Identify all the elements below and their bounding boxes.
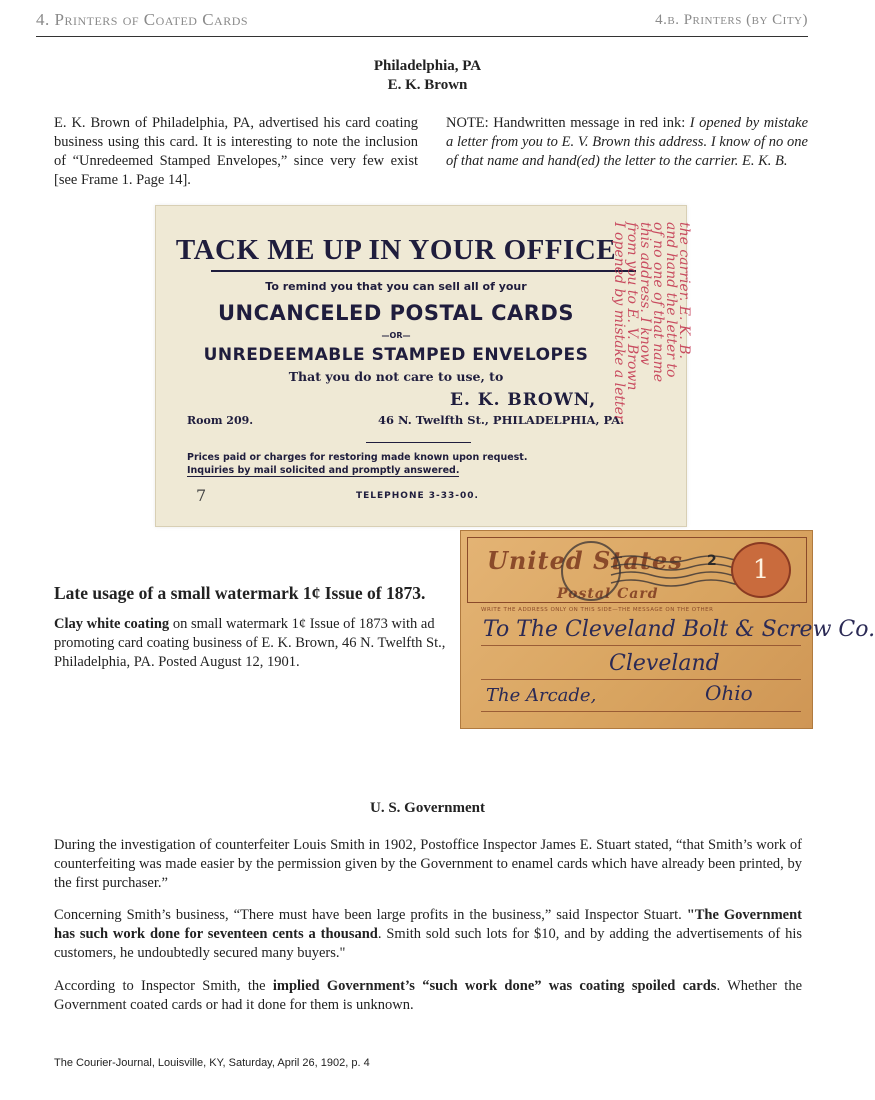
advertising-card-image [155,205,692,527]
red-ink-line: this address. I know [637,222,653,366]
address-rule [481,679,801,680]
united-states-text: United States [487,546,683,575]
address-rule [481,645,801,646]
government-paragraph-3 [54,977,802,1015]
red-ink-line: I opened by mistake a letter [611,222,627,422]
ad-inquiries-line: Inquiries by mail solicited and promptly answered. [187,465,460,476]
usage-heading: Late usage of a small watermark 1¢ Issue of 1873. [54,583,426,603]
address-state: Ohio [705,681,753,705]
usage-description [54,615,452,672]
p2-text-b: . Smith sold such lots for $10, and by adding the advertisements of his customers, he undoubtedly secured many buyers." [54,926,802,961]
red-ink-line: and hand the letter to [663,222,679,378]
p3-bold: implied Government’s “such work done” was coating spoiled cards [272,978,717,994]
ad-envelopes-line: UNREDEEMABLE STAMPED ENVELOPES [203,345,589,365]
address-city: Cleveland [609,651,720,676]
address-rule [481,711,801,712]
postal-card-image [460,530,875,729]
source-citation: The Courier-Journal, Louisville, KY, Saturday, April 26, 1902, p. 4 [54,1057,370,1069]
note-paragraph [446,114,808,171]
ad-title: TACK ME UP IN YOUR OFFICE [175,234,617,266]
usage-bold-lead: Clay white coating [54,616,170,632]
red-ink-line: from you to E. V. Brown [624,222,640,391]
postal-card-subtitle: Postal Card [557,586,659,602]
government-paragraph-2 [54,906,802,963]
usage-text: on small watermark 1¢ Issue of 1873 with ad promoting card coating business of E. K. Brown, 46 N. Twelfth St., Philadelphia, PA. Posted August 12, 1901. [54,616,446,670]
p3-text-a: According to Inspector Smith, the [54,978,273,994]
card-instructions: WRITE THE ADDRESS ONLY ON THIS SIDE—THE MESSAGE ON THE OTHER [481,607,714,613]
red-ink-handwriting [611,212,691,522]
p2-bold: "The Government has such work done for seventeen cents a thousand [54,907,803,942]
ad-care-line: That you do not care to use, to [288,369,504,384]
ad-room-number: Room 209. [187,414,254,427]
p3-text-b: . Whether the Government coated cards or had it done for them is unknown. [54,978,803,1013]
ad-pencil-mark: 7 [196,486,207,505]
liberty-stamp-indicia: 1 [731,542,791,598]
government-heading: U. S. Government [370,800,485,816]
note-prefix: NOTE: Handwritten message in red ink: [446,115,690,131]
p2-text-a: Concerning Smith’s business, “There must have been large profits in the business,” said Inspector Stuart. [54,907,687,923]
printer-heading: E. K. Brown [387,77,468,93]
intro-paragraph: E. K. Brown of Philadelphia, PA, advertised his card coating business using this card. It is interesting to note the inclusion of “Unredeemed Stamped Envelopes,” since very few exist [see Frame 1. Page 14]. [54,115,418,188]
government-paragraph-1: During the investigation of counterfeiter Louis Smith in 1902, Postoffice Inspector James E. Stuart stated, “that Smith’s work of counterfeiting was made easier by the permission given by the Government to enamel cards which have already been printed, by the first purchaser.” [54,837,802,891]
ad-prices-line: Prices paid or charges for restoring made known upon request. [187,452,528,463]
addressee-line: To The Cleveland Bolt & Screw Co. [483,617,875,642]
cancel-number: 2 [707,553,717,569]
ad-remind-line: To remind you that you can sell all of your [265,280,527,293]
ad-postal-cards-line: UNCANCELED POSTAL CARDS [218,301,574,325]
ad-title-underline [211,270,636,272]
ad-street-address: 46 N. Twelfth St., PHILADELPHIA, PA. [378,413,625,427]
ad-or-line: —OR— [381,331,411,340]
city-heading: Philadelphia, PA [373,58,482,74]
ad-divider [366,442,471,443]
address-place: The Arcade, [486,685,597,706]
red-ink-line: the carrier. E. K. B. [676,222,692,359]
red-ink-line: of no one of that name [650,222,666,383]
page-header [36,9,808,37]
section-title: 4.b. Printers (by City) [655,12,808,28]
ad-telephone: TELEPHONE 3-33-00. [356,491,479,501]
chapter-title: 4. Printers of Coated Cards [36,10,249,29]
ad-business-name: E. K. BROWN, [450,390,597,410]
note-message: I opened by mistake a letter from you to E. V. Brown this address. I know of no one of that name and hand(ed) the letter to the carrier. E. K. B. [446,115,809,169]
